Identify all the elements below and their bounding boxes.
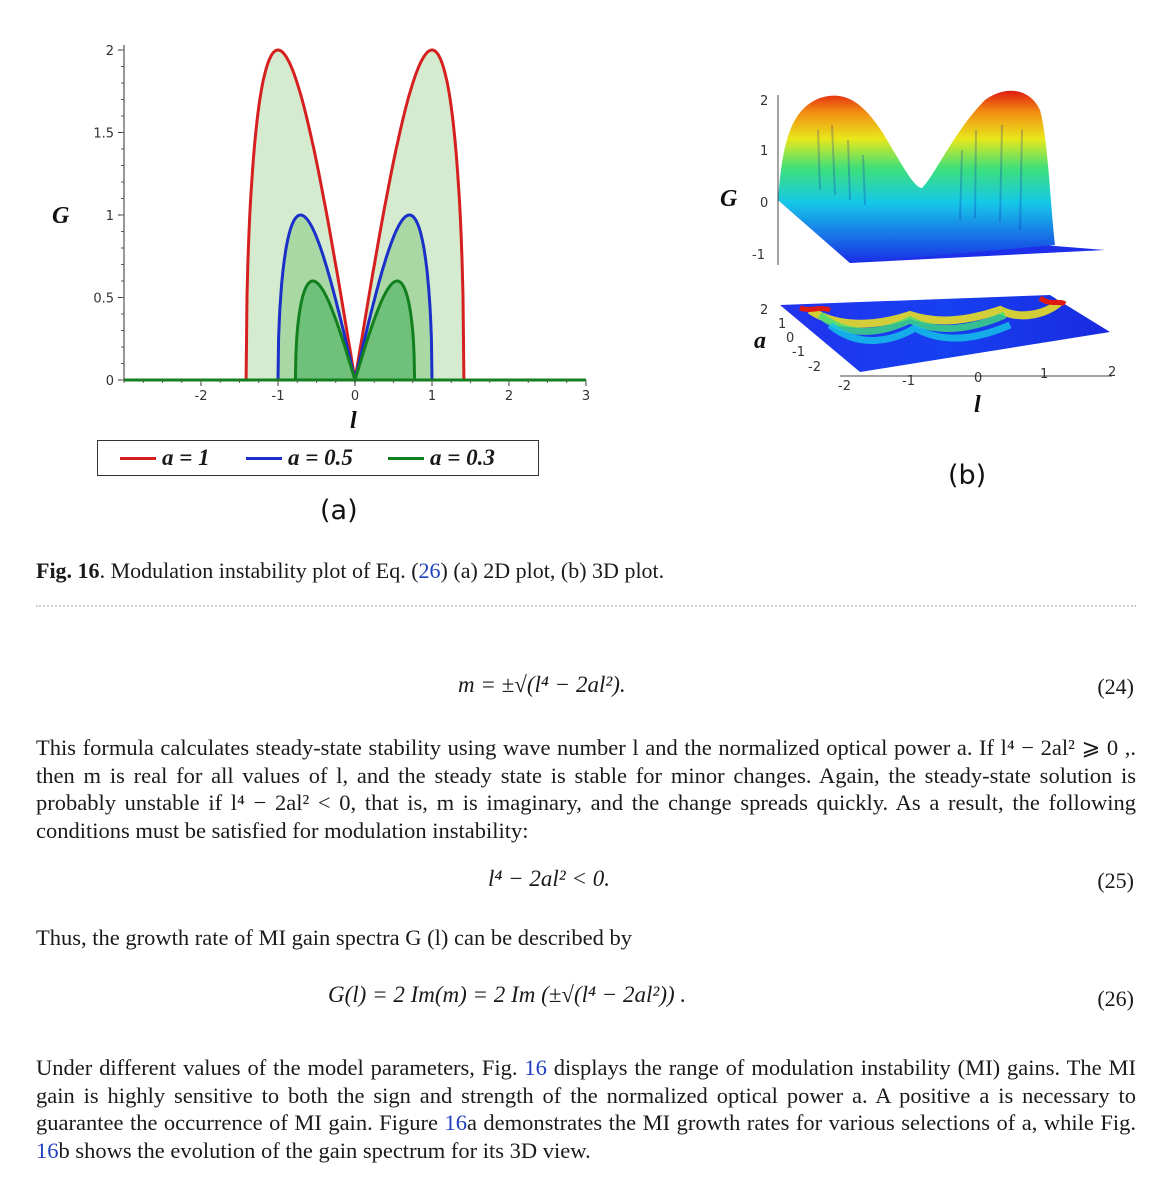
z-tick-neg1: -1 xyxy=(752,248,765,263)
legend-swatch-green xyxy=(388,457,424,460)
caption-divider xyxy=(36,605,1136,607)
caption-text-post: ) (a) 2D plot, (b) 3D plot. xyxy=(440,558,665,583)
y-tick-label: 1 xyxy=(105,209,114,224)
legend xyxy=(97,440,539,476)
x-tick-label: 0 xyxy=(350,389,360,404)
paragraph-growth-rate: Thus, the growth rate of MI gain spectra G (l) can be described by xyxy=(36,925,633,950)
legend-label-a03: a = 0.3 xyxy=(430,445,495,470)
l-tick-neg1: -1 xyxy=(902,374,915,389)
equation-26: G(l) = 2 Im(m) = 2 Im (±√(l⁴ − 2al²)) . xyxy=(328,982,687,1007)
legend-item-a03 xyxy=(388,441,495,475)
legend-swatch-blue xyxy=(246,457,282,460)
equation-26-number: (26) xyxy=(1097,986,1134,1011)
mi-2d-plot xyxy=(0,0,620,440)
plot-2d-area xyxy=(93,44,590,404)
p3-text-d: b shows the evolution of the gain spectrum for its 3D view. xyxy=(58,1137,591,1163)
legend-swatch-red xyxy=(120,457,156,460)
p3-text-a: Under different values of the model parameters, Fig. xyxy=(36,1055,525,1080)
legend-item-a05 xyxy=(246,441,353,475)
area-fill-2 xyxy=(295,281,414,380)
x-tick-label: -1 xyxy=(271,389,285,404)
y-tick-label: 2 xyxy=(105,44,114,59)
l-axis-label: l xyxy=(974,392,981,418)
mi-3d-plot xyxy=(700,70,1140,430)
z-tick-0: 0 xyxy=(760,196,769,211)
equation-24: m = ±√(l⁴ − 2al²). xyxy=(458,672,626,697)
l-tick-neg2: -2 xyxy=(838,379,851,394)
x-tick-label: 2 xyxy=(504,389,514,404)
a-axis-label: a xyxy=(754,328,766,354)
x-tick-label: 3 xyxy=(581,389,591,404)
paragraph-stability: This formula calculates steady-state stability using wave number l and the normalized optical power a. If l⁴ − 2al² ⩾ 0 ,. then m is real for all values of l, and the steady state is stable for minor changes. Again, the steady-state solution is probably unstable if l⁴ − 2al² < 0, that is, m is imaginary, and the change spreads quickly. As a result, the following conditions must be satisfied for modulation instability: xyxy=(36,735,1136,843)
caption-fig-number: Fig. 16 xyxy=(36,558,100,583)
p3-text-b: displays the range of modulation instability (MI) gains. The MI gain is highly sensitive to both the sign and strength of the normalized optical power a. A positive a is necessary to guarantee the occurrence of MI gain. Figure xyxy=(36,1055,1136,1135)
y-tick-label: 0 xyxy=(105,374,114,389)
caption-eq-link[interactable]: 26 xyxy=(418,558,441,583)
a-tick-1: 1 xyxy=(778,317,787,332)
y-axis-label: G xyxy=(52,203,70,229)
x-tick-label: 1 xyxy=(427,389,437,404)
l-tick-0: 0 xyxy=(974,371,983,386)
panel-b-label: (b) xyxy=(948,460,987,491)
p3-text-c: a demonstrates the MI growth rates for various selections of a, while Fig. xyxy=(466,1110,1136,1135)
figure-caption xyxy=(36,558,664,584)
panel-a-label: (a) xyxy=(320,495,358,526)
fig16-link-2[interactable]: 16 xyxy=(444,1110,467,1135)
z-tick-2: 2 xyxy=(760,94,769,109)
legend-item-a1 xyxy=(120,441,210,475)
x-tick-label: -2 xyxy=(194,389,208,404)
paragraph-mi-gain xyxy=(36,1054,1136,1164)
caption-text-pre: Modulation instability plot of Eq. ( xyxy=(110,558,419,583)
legend-label-a05: a = 0.5 xyxy=(288,445,353,470)
y-tick-label: 1.5 xyxy=(93,126,114,142)
z-axis-label: G xyxy=(720,186,738,212)
z-tick-1: 1 xyxy=(760,144,769,159)
l-tick-2: 2 xyxy=(1108,365,1117,380)
l-tick-1: 1 xyxy=(1040,367,1049,382)
a-tick-0: 0 xyxy=(786,331,795,346)
equation-25: l⁴ − 2al² < 0. xyxy=(488,866,610,891)
legend-label-a1: a = 1 xyxy=(162,445,210,470)
x-axis-label: l xyxy=(350,408,357,434)
a-tick-2: 2 xyxy=(760,303,769,318)
caption-separator: . xyxy=(99,558,111,583)
a-tick-neg2: -2 xyxy=(808,360,821,375)
a-tick-neg1: -1 xyxy=(792,345,805,360)
equation-25-number: (25) xyxy=(1097,868,1134,893)
fig16-link-3[interactable]: 16 xyxy=(36,1137,59,1163)
equation-24-number: (24) xyxy=(1097,674,1134,699)
fig16-link-1[interactable]: 16 xyxy=(524,1055,547,1080)
y-tick-label: 0.5 xyxy=(93,291,114,307)
